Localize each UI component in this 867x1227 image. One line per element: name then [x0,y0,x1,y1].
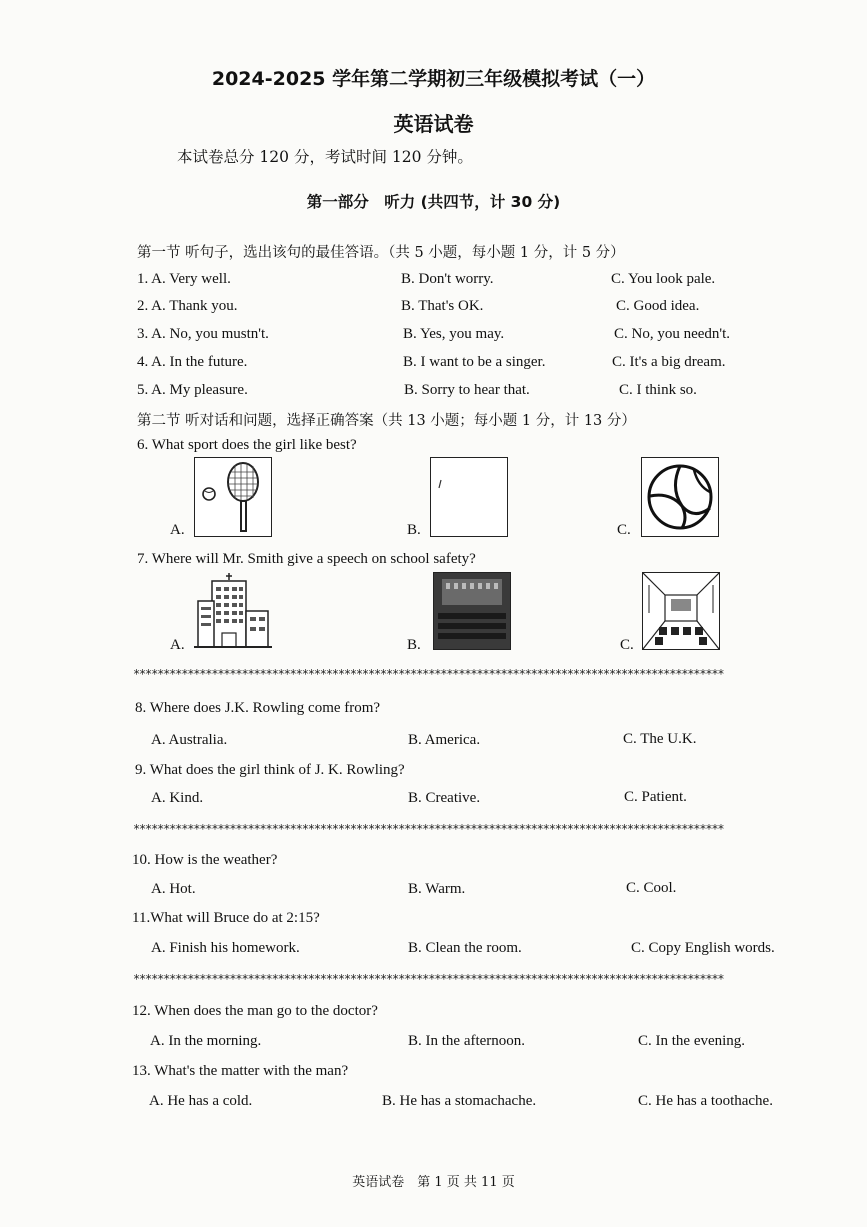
divider-stars: ************************************************************************************************** [133,972,724,986]
q9-option-c: C. Patient. [624,789,687,805]
q11-option-a: A. Finish his homework. [151,940,300,956]
q7-label-c: C. [620,637,634,653]
q11-option-b: B. Clean the room. [408,940,522,956]
q9-option-a: A. Kind. [151,790,204,806]
q4-option-a: 4. A. In the future. [137,354,248,370]
theater-picture [433,572,511,650]
q11-option-c: C. Copy English words. [631,940,775,956]
q8-option-b: B. America. [408,732,481,748]
q12-option-b: B. In the afternoon. [408,1033,526,1049]
q10-option-c: C. Cool. [626,880,677,896]
q7-label-a: A. [170,637,185,653]
q11-question: 11.What will Bruce do at 2:15? [132,910,320,926]
exam-title: 2024-2025 学年第二学期初三年级模拟考试（一） [211,68,656,90]
q12-question: 12. When does the man go to the doctor? [132,1003,378,1019]
q13-option-a: A. He has a cold. [149,1093,253,1109]
q12-option-c: C. In the evening. [638,1033,746,1049]
q13-question: 13. What's the matter with the man? [132,1063,349,1079]
q13-option-b: B. He has a stomachache. [382,1093,537,1109]
hospital-picture [194,571,272,650]
blank-picture [430,457,508,537]
page-footer: 英语试卷 第 1 页 共 11 页 [352,1175,515,1190]
q7-question: 7. Where will Mr. Smith give a speech on school safety? [137,551,476,567]
q6-label-c: C. [617,522,631,538]
q10-option-b: B. Warm. [408,881,466,897]
q2-option-a: 2. A. Thank you. [137,298,238,314]
q4-option-b: B. I want to be a singer. [403,354,546,370]
exam-intro: 本试卷总分 120 分，考试时间 120 分钟。 [177,148,473,166]
q9-option-b: B. Creative. [408,790,481,806]
meeting-room-icon [643,573,719,649]
divider-stars: ************************************************************************************************** [133,667,724,681]
q6-question: 6. What sport does the girl like best? [137,437,357,453]
q5-option-b: B. Sorry to hear that. [404,382,530,398]
tennis-picture [194,457,272,537]
q2-option-c: C. Good idea. [616,298,700,314]
q4-option-c: C. It's a big dream. [612,354,726,370]
q8-option-c: C. The U.K. [623,731,697,747]
q7-label-b: B. [407,637,421,653]
q1-option-b: B. Don't worry. [401,271,494,287]
exam-subtitle: 英语试卷 [393,112,474,136]
part-heading: 第一部分 听力 (共四节，计 30 分) [306,193,561,211]
q10-option-a: A. Hot. [151,881,196,897]
q3-option-a: 3. A. No, you mustn't. [137,326,269,342]
divider-stars: ************************************************************************************************** [133,822,724,836]
q9-question: 9. What does the girl think of J. K. Rowling? [135,762,405,778]
q3-option-b: B. Yes, you may. [403,326,505,342]
volleyball-picture [641,457,719,537]
q5-option-c: C. I think so. [619,382,697,398]
volleyball-icon [642,458,718,536]
q3-option-c: C. No, you needn't. [614,326,731,342]
q5-option-a: 5. A. My pleasure. [137,382,248,398]
tennis-racket-icon [195,458,271,536]
hospital-building-icon [194,571,272,650]
q8-question: 8. Where does J.K. Rowling come from? [135,700,381,716]
q13-option-c: C. He has a toothache. [638,1093,773,1109]
q6-label-a: A. [170,522,185,538]
auditorium-icon [434,573,510,649]
classroom-picture [642,572,720,650]
q12-option-a: A. In the morning. [150,1033,262,1049]
q2-option-b: B. That's OK. [401,298,484,314]
q8-option-a: A. Australia. [151,732,228,748]
q6-label-b: B. [407,522,421,538]
q1-option-c: C. You look pale. [611,271,716,287]
section-1-heading: 第一节 听句子，选出该句的最佳答语。（共 5 小题，每小题 1 分，计 5 分） [137,245,625,261]
q10-question: 10. How is the weather? [132,852,278,868]
section-2-heading: 第二节 听对话和问题，选择正确答案（共 13 小题；每小题 1 分，计 13 分） [137,413,636,429]
q1-option-a: 1. A. Very well. [137,271,231,287]
